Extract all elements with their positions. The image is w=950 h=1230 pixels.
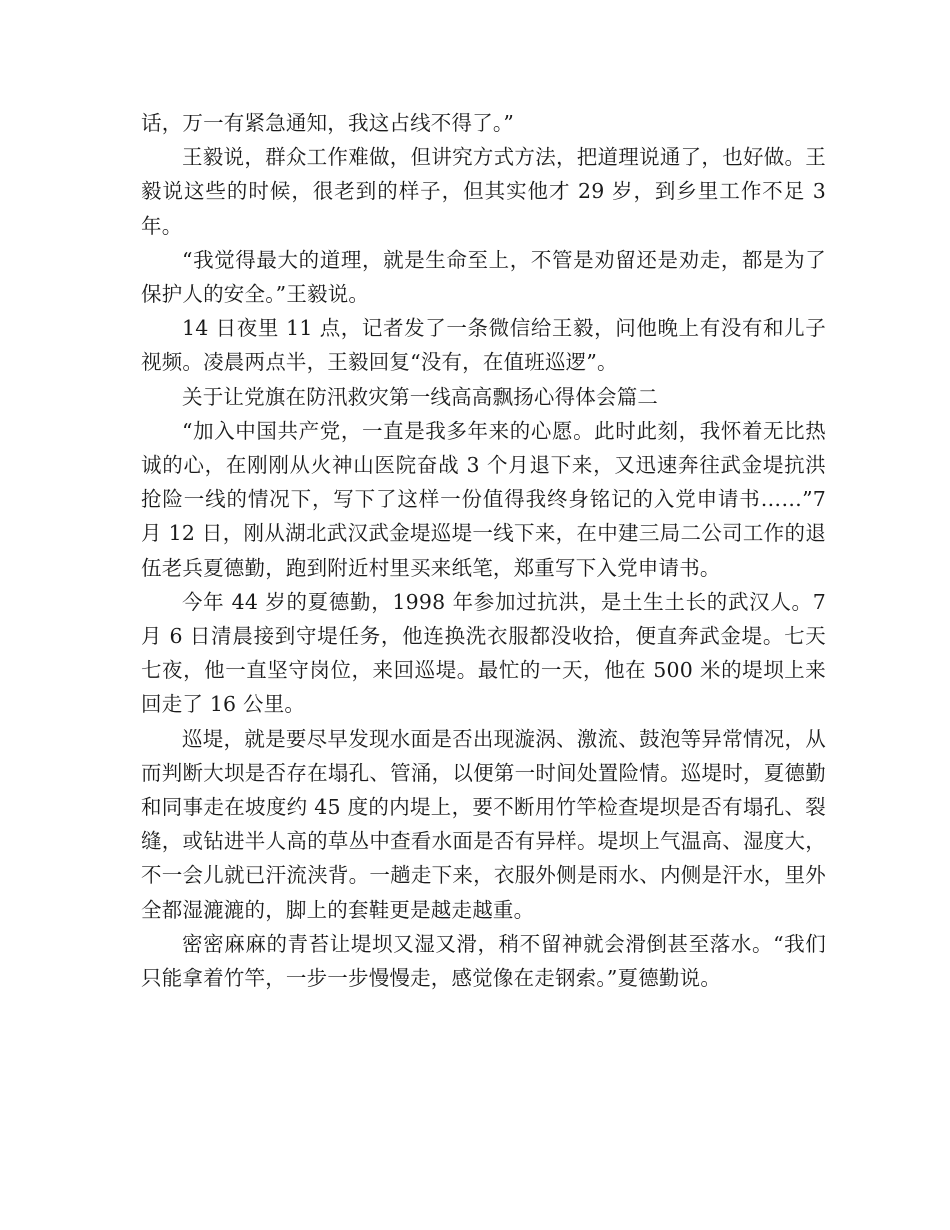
paragraph: “加入中国共产党，一直是我多年来的心愿。此时此刻，我怀着无比热诚的心，在刚刚从火神山医院奋战 3 个月退下来，又迅速奔往武金堤抗洪抢险一线的情况下，写下了这样一份值得我终身铭记的入党申请书……”7 月 12 日，刚从湖北武汉武金堤巡堤一线下来，在中建三局二公司工作的退伍老兵夏德勤，跑到附近村里买来纸笔，郑重写下入党申请书。: [141, 418, 826, 580]
section-heading: 关于让党旗在防汛救灾第一线高高飘扬心得体会篇二: [182, 384, 659, 409]
paragraph: “我觉得最大的道理，就是生命至上，不管是劝留还是劝走，都是为了保护人的安全。”王毅说。: [141, 247, 826, 307]
paragraph: 王毅说，群众工作难做，但讲究方式方法，把道理说通了，也好做。王毅说这些的时候，很老到的样子，但其实他才 29 岁，到乡里工作不足 3 年。: [141, 145, 826, 238]
paragraph-continuation: 话，万一有紧急通知，我这占线不得了。”: [141, 111, 515, 135]
document-body: [141, 106, 826, 995]
paragraph: 今年 44 岁的夏德勤，1998 年参加过抗洪，是土生土长的武汉人。7 月 6 日清晨接到守堤任务，他连换洗衣服都没收拾，便直奔武金堤。七天七夜，他一直坚守岗位，来回巡堤。最忙的一天，他在 500 米的堤坝上来回走了 16 公里。: [141, 589, 826, 717]
paragraph: 巡堤，就是要尽早发现水面是否出现漩涡、激流、鼓泡等异常情况，从而判断大坝是否存在塌孔、管涌，以便第一时间处置险情。巡堤时，夏德勤和同事走在坡度约 45 度的内堤上，要不断用竹竿检查堤坝是否有塌孔、裂缝，或钻进半人高的草丛中查看水面是否有异样。堤坝上气温高、湿度大，不一会儿就已汗流浃背。一趟走下来，衣服外侧是雨水、内侧是汗水，里外全都湿漉漉的，脚上的套鞋更是越走越重。: [141, 726, 826, 922]
paragraph: 14 日夜里 11 点，记者发了一条微信给王毅，问他晚上有没有和儿子视频。凌晨两点半，王毅回复“没有，在值班巡逻”。: [141, 316, 826, 375]
paragraph: 密密麻麻的青苔让堤坝又湿又滑，稍不留神就会滑倒甚至落水。“我们只能拿着竹竿，一步一步慢慢走，感觉像在走钢索。”夏德勤说。: [141, 931, 826, 991]
